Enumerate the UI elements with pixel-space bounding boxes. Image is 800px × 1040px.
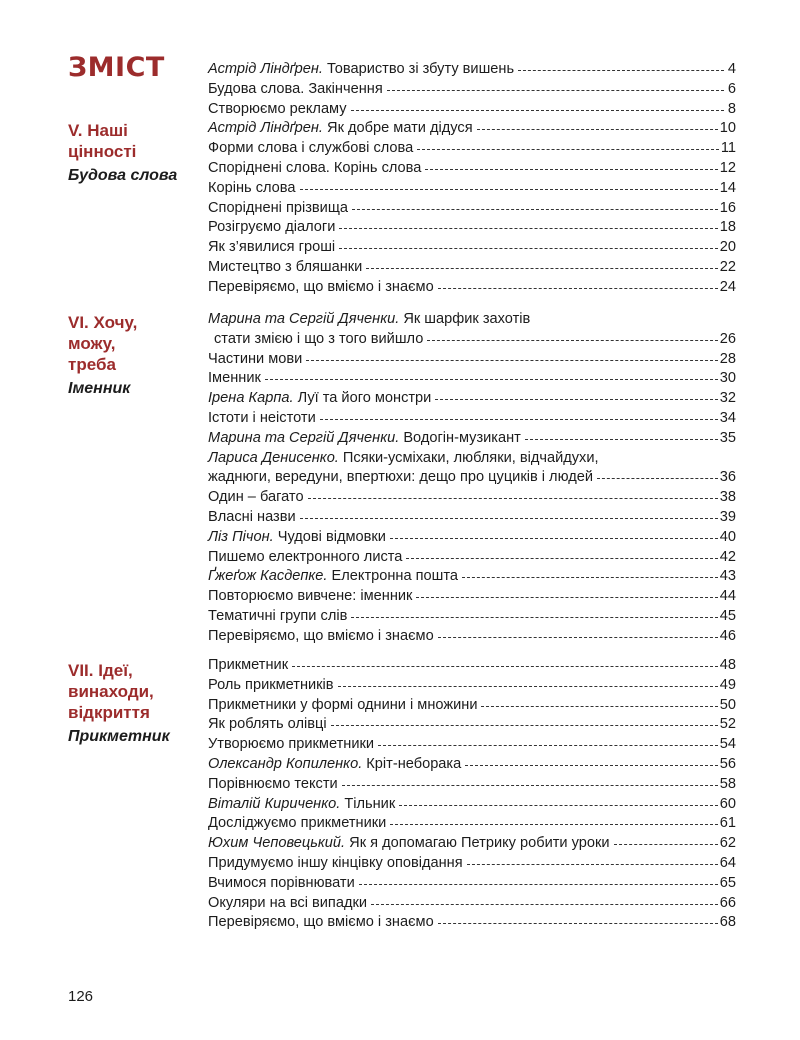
toc-entry-page: 30 <box>719 370 736 387</box>
toc-entry[interactable] <box>208 755 736 775</box>
toc-entry-page: 60 <box>719 795 736 812</box>
page-number: 126 <box>68 988 94 1005</box>
toc-entry-title: Будова слова. Закінчення <box>208 80 383 97</box>
dot-leader <box>435 399 717 400</box>
toc-entry-author: Ірена Карпа. <box>208 390 294 407</box>
toc-entry-page: 4 <box>727 61 736 77</box>
dot-leader <box>308 498 718 499</box>
toc-entry-page: 35 <box>719 429 736 446</box>
dot-leader <box>465 765 718 766</box>
toc-list <box>208 60 736 298</box>
toc-entry-title: Придумуємо іншу кінцівку оповідання <box>208 854 463 871</box>
toc-entry[interactable] <box>208 60 736 80</box>
dot-leader <box>342 785 718 786</box>
dot-leader <box>265 379 718 380</box>
toc-entry-title: Утворюємо прикметники <box>208 736 375 753</box>
toc-entry-page: 11 <box>720 140 736 157</box>
toc-entry-page: 48 <box>719 657 736 673</box>
toc-entry-title: Водогін-музикант <box>399 429 521 446</box>
toc-entry[interactable] <box>208 528 736 548</box>
section-title-line: цінності <box>68 142 137 161</box>
toc-entry-title: Перевіряємо, що вміємо і знаємо <box>208 914 434 931</box>
toc-entry-page: 26 <box>719 330 736 347</box>
toc-entry-title: Перевіряємо, що вміємо і знаємо <box>208 627 434 644</box>
toc-entry-page: 18 <box>719 219 736 236</box>
dot-leader <box>525 439 718 440</box>
toc-entry-page: 56 <box>719 755 736 772</box>
dot-leader <box>300 518 718 519</box>
toc-entry-author: Лариса Денисенко. <box>208 449 339 466</box>
toc-entry-page: 14 <box>719 179 736 196</box>
section-subtitle: Будова слова <box>68 167 178 184</box>
toc-entry[interactable] <box>208 834 736 854</box>
toc-entry-title: Істоти і неістоти <box>208 409 316 426</box>
toc-entry-author: Астрід Ліндґрен. <box>208 120 323 137</box>
dot-leader <box>352 209 718 210</box>
section-title-line: відкриття <box>68 703 150 722</box>
toc-entry-page: 42 <box>719 548 736 565</box>
toc-entry-title: Луї та його монстри <box>293 390 432 407</box>
toc-entry[interactable] <box>208 100 736 120</box>
toc-entry-author: Ґжеґож Касдепке. <box>208 568 328 585</box>
dot-leader <box>467 864 718 865</box>
dot-leader <box>477 129 718 130</box>
toc-entry-title: Один – багато <box>208 489 304 506</box>
toc-entry-page: 44 <box>719 588 736 605</box>
toc-entry-title: Споріднені слова. Корінь слова <box>208 159 422 176</box>
section-heading <box>68 120 204 187</box>
toc-entry-page: 66 <box>719 894 736 911</box>
toc-entry-title: Прикметники у формі однини і множини <box>208 696 478 713</box>
toc-entry-title: Як з’явилися гроші <box>208 239 336 256</box>
toc-entry[interactable] <box>208 278 736 298</box>
toc-entry-author: Юхим Чеповецький. <box>208 835 346 852</box>
toc-entry[interactable] <box>208 488 736 508</box>
toc-entry-title: Створюємо рекламу <box>208 100 347 117</box>
toc-entry-page: 34 <box>719 409 736 426</box>
toc-entry[interactable] <box>208 389 736 409</box>
toc-entry[interactable] <box>208 330 736 350</box>
section-heading <box>68 312 204 400</box>
toc-entry-page: 58 <box>719 775 736 792</box>
section-title-line: можу, <box>68 334 116 353</box>
toc-entry-author: Марина та Сергій Дяченки. <box>208 311 400 327</box>
toc-entry[interactable] <box>208 548 736 568</box>
toc-entry-title: Роль прикметників <box>208 676 334 693</box>
section-title-line: VI. Хочу, <box>68 313 138 332</box>
toc-entry-page: 28 <box>719 350 736 367</box>
dot-leader <box>416 597 717 598</box>
toc-entry-title: стати змією і що з того вийшло <box>214 330 424 347</box>
toc-entry[interactable] <box>208 238 736 258</box>
section-heading <box>68 660 204 748</box>
dot-leader <box>378 745 718 746</box>
toc-entry[interactable] <box>208 139 736 159</box>
dot-leader <box>427 340 717 341</box>
toc-entry[interactable] <box>208 656 736 676</box>
toc-entry[interactable] <box>208 814 736 834</box>
page-title: ЗМІСТ <box>68 52 165 83</box>
toc-entry[interactable] <box>208 567 736 587</box>
dot-leader <box>390 538 718 539</box>
toc-entry[interactable] <box>208 409 736 429</box>
section-subtitle: Іменник <box>68 380 131 397</box>
dot-leader <box>338 686 718 687</box>
section-title-line: винаходи, <box>68 682 154 701</box>
dot-leader <box>438 637 718 638</box>
toc-entry[interactable] <box>208 627 736 647</box>
dot-leader <box>462 577 718 578</box>
toc-entry-page: 45 <box>719 607 736 624</box>
section-title-line: VII. Ідеї, <box>68 661 133 680</box>
toc-entry-page: 50 <box>719 696 736 713</box>
toc-entry-author: Віталій Кириченко. <box>208 795 341 812</box>
toc-entry-page: 65 <box>719 874 736 891</box>
toc-entry[interactable] <box>208 854 736 874</box>
toc-entry-title: Власні назви <box>208 508 296 525</box>
toc-entry-page: 68 <box>719 914 736 931</box>
toc-entry[interactable] <box>208 449 736 469</box>
toc-entry-title: Тільник <box>340 795 396 812</box>
toc-entry-page: 6 <box>727 80 736 97</box>
toc-entry-title: Товариство зі збуту вишень <box>322 61 515 77</box>
toc-entry[interactable] <box>208 607 736 627</box>
toc-entry[interactable] <box>208 310 736 330</box>
toc-entry-page: 36 <box>719 469 736 486</box>
dot-leader <box>371 904 718 905</box>
toc-entry-page: 61 <box>719 815 736 832</box>
toc-entry-title: Частини мови <box>208 350 303 367</box>
toc-entry-page: 40 <box>719 528 736 545</box>
dot-leader <box>366 268 717 269</box>
toc-entry-title: Повторюємо вивчене: іменник <box>208 588 413 605</box>
toc-entry-page: 16 <box>719 199 736 216</box>
toc-entry-page: 49 <box>719 676 736 693</box>
toc-entry-title: Псяки-усміхаки, любляки, відчайдухи, <box>338 449 599 466</box>
toc-entry-title: Кріт-неборака <box>362 755 462 772</box>
toc-entry[interactable] <box>208 696 736 716</box>
toc-entry-title: Окуляри на всі випадки <box>208 894 368 911</box>
toc-entry-page: 54 <box>719 736 736 753</box>
toc-entry[interactable] <box>208 179 736 199</box>
toc-entry-title: Перевіряємо, що вміємо і знаємо <box>208 278 434 295</box>
toc-entry-page: 62 <box>719 835 736 852</box>
toc-entry[interactable] <box>208 795 736 815</box>
toc-entry[interactable] <box>208 369 736 389</box>
dot-leader <box>339 248 718 249</box>
dot-leader <box>438 288 718 289</box>
toc-list <box>208 656 736 933</box>
toc-entry-author: Олександр Копиленко. <box>208 755 363 772</box>
toc-entry-author: Астрід Ліндґрен. <box>208 61 323 77</box>
toc-entry-title: Розігруємо діалоги <box>208 219 336 236</box>
toc-entry-author: Марина та Сергій Дяченки. <box>208 429 400 446</box>
toc-entry[interactable] <box>208 218 736 238</box>
dot-leader <box>481 706 717 707</box>
toc-entry[interactable] <box>208 199 736 219</box>
toc-entry[interactable] <box>208 913 736 933</box>
toc-entry-page: 22 <box>719 258 736 275</box>
toc-entry-title: Як роблять олівці <box>208 716 327 733</box>
toc-entry-title: Корінь слова <box>208 179 296 196</box>
dot-leader <box>300 189 718 190</box>
toc-entry[interactable] <box>208 715 736 735</box>
dot-leader <box>597 478 718 479</box>
dot-leader <box>425 169 717 170</box>
toc-entry-page: 46 <box>719 627 736 644</box>
toc-entry-title: Як добре мати дідуся <box>322 120 473 137</box>
section-subtitle: Прикметник <box>68 728 170 745</box>
section-title-line: треба <box>68 355 116 374</box>
toc-entry[interactable] <box>208 587 736 607</box>
toc-list <box>208 310 736 647</box>
toc-entry-page: 43 <box>719 568 736 585</box>
toc-entry[interactable] <box>208 350 736 370</box>
toc-entry-title: Як шарфик захотів <box>399 311 531 327</box>
toc-entry[interactable] <box>208 508 736 528</box>
toc-entry-page: 12 <box>719 159 736 176</box>
dot-leader <box>359 884 718 885</box>
dot-leader <box>351 110 724 111</box>
toc-entry[interactable] <box>208 874 736 894</box>
dot-leader <box>406 558 717 559</box>
toc-entry-title: Чудові відмовки <box>273 528 386 545</box>
toc-entry[interactable] <box>208 735 736 755</box>
dot-leader <box>518 70 724 71</box>
toc-entry[interactable] <box>208 258 736 278</box>
toc-entry-title: Як я допомагаю Петрику робити уроки <box>345 835 610 852</box>
toc-entry-page: 64 <box>719 854 736 871</box>
toc-entry-page: 10 <box>719 120 736 137</box>
toc-entry[interactable] <box>208 159 736 179</box>
toc-entry-title: Прикметник <box>208 657 289 673</box>
toc-entry-page: 8 <box>727 100 736 117</box>
dot-leader <box>339 228 717 229</box>
toc-entry-title: Пишемо електронного листа <box>208 548 403 565</box>
dot-leader <box>331 725 718 726</box>
dot-leader <box>438 923 718 924</box>
toc-entry[interactable] <box>208 429 736 449</box>
toc-entry-title: Досліджуємо прикметники <box>208 815 387 832</box>
toc-entry-author: Ліз Пічон. <box>208 528 274 545</box>
toc-entry[interactable] <box>208 468 736 488</box>
toc-entry[interactable] <box>208 80 736 100</box>
dot-leader <box>387 90 724 91</box>
dot-leader <box>320 419 718 420</box>
toc-entry[interactable] <box>208 676 736 696</box>
toc-entry[interactable] <box>208 775 736 795</box>
toc-entry-page: 52 <box>719 716 736 733</box>
section-title-line: V. Наші <box>68 121 128 140</box>
toc-entry[interactable] <box>208 119 736 139</box>
dot-leader <box>351 617 717 618</box>
toc-entry-page: 20 <box>719 239 736 256</box>
toc-entry-page: 39 <box>719 508 736 525</box>
dot-leader <box>292 666 718 667</box>
dot-leader <box>399 805 718 806</box>
toc-entry-title: Порівнюємо тексти <box>208 775 338 792</box>
toc-entry-page: 24 <box>719 278 736 295</box>
dot-leader <box>390 824 718 825</box>
toc-entry-title: Тематичні групи слів <box>208 607 348 624</box>
toc-entry-title: Вчимося порівнювати <box>208 874 355 891</box>
toc-entry-title: жаднюги, вередуни, впертюхи: дещо про цуциків і людей <box>208 469 593 486</box>
toc-entry[interactable] <box>208 894 736 914</box>
toc-entry-title: Мистецтво з бляшанки <box>208 258 363 275</box>
dot-leader <box>614 844 718 845</box>
toc-entry-title: Іменник <box>208 370 261 387</box>
toc-entry-title: Електронна пошта <box>327 568 459 585</box>
toc-entry-title: Споріднені прізвища <box>208 199 348 216</box>
toc-entry-page: 32 <box>719 390 736 407</box>
toc-entry-title: Форми слова і службові слова <box>208 140 414 157</box>
dot-leader <box>417 149 719 150</box>
dot-leader <box>306 360 717 361</box>
toc-entry-page: 38 <box>719 489 736 506</box>
